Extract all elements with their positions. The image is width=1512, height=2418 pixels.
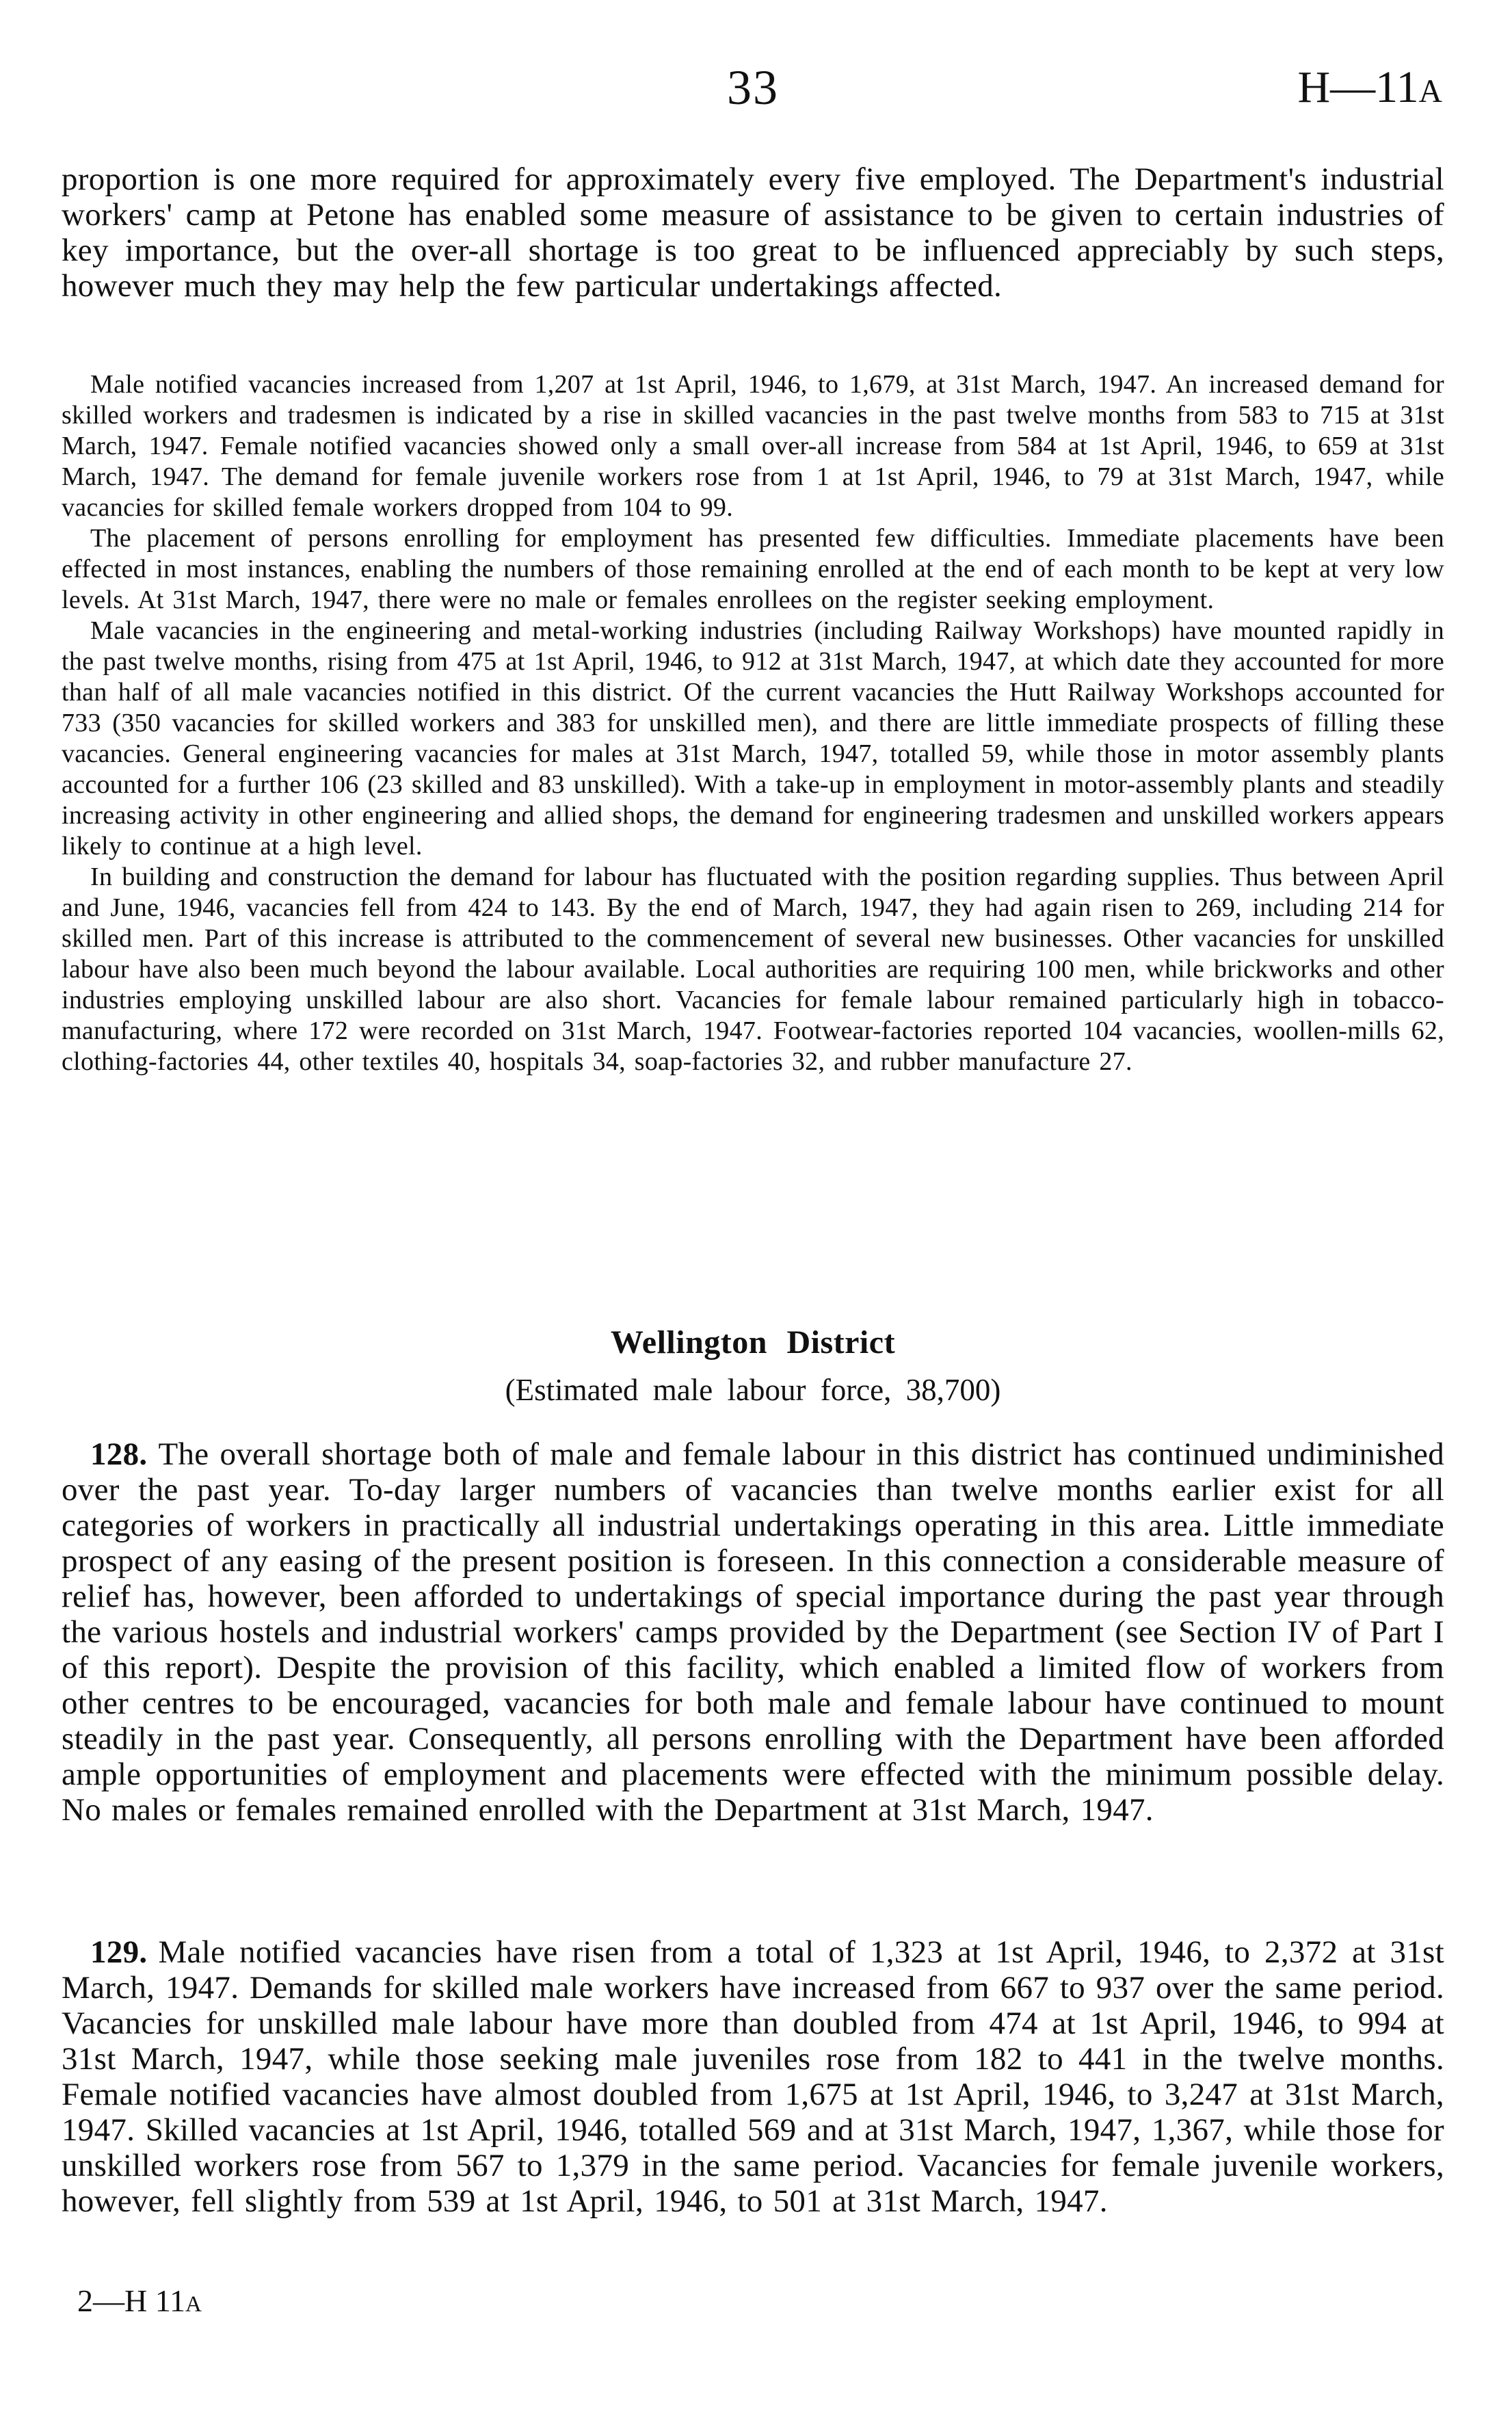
paragraph-text: Male notified vacancies have risen from a total of 1,323 at 1st April, 1946, to 2,372 at 31st March, 1947. Demands for skilled male workers have increased from 667 to 937 over the same period. Vacancies for unskilled male labour have more than doubled from 474 at 1st April, 1946, to 994 at 31st March, 1947, while those seeking male juveniles rose from 182 to 441 in the twelve months. Female notified vacancies have almost doubled from 1,675 at 1st April, 1946, to 3,247 at 31st March, 1947. Skilled vacancies at 1st April, 1946, totalled 569 and at 31st March, 1947, 1,367, while those for unskilled workers rose from 567 to 1,379 in the same period. Vacancies for female juvenile workers, however, fell slightly from 539 at 1st April, 1946, to 501 at 31st March, 1947. bbox=[62, 1934, 1444, 2219]
footer-reference-suffix: A bbox=[185, 2291, 202, 2317]
footer-reference-main: 2—H 11 bbox=[77, 2283, 186, 2318]
paragraph-number: 129. bbox=[90, 1934, 148, 1970]
detail-paragraph: The placement of persons enrolling for employment has presented few difficulties. Immediate placements have been effected in most instances, enabling the numbers of those remaining enrolled at the end of each month to be kept at very low levels. At 31st March, 1947, there were no male or females enrollees on the register seeking employment. bbox=[62, 524, 1444, 614]
document-reference bbox=[1297, 60, 1443, 119]
page-number: 33 bbox=[727, 60, 779, 115]
document-reference-suffix: A bbox=[1418, 74, 1443, 109]
paragraph-number: 128. bbox=[90, 1436, 148, 1472]
detail-paragraph: In building and construction the demand for labour has fluctuated with the position regarding supplies. Thus between April and June, 1946, vacancies fell from 424 to 143. By the end of March, 1947, they had again risen to 269, including 214 for skilled men. Part of this increase is attributed to the commencement of several new businesses. Other vacancies for unskilled labour have also been much beyond the labour available. Local authorities are requiring 100 men, while brickworks and other industries employing unskilled labour are also short. Vacancies for female labour remained particularly high in tobacco-manufacturing, where 172 were recorded on 31st March, 1947. Footwear-factories reported 104 vacancies, woollen-mills 62, clothing-factories 44, other textiles 40, hospitals 34, soap-factories 32, and rubber manufacture 27. bbox=[62, 863, 1444, 1076]
intro-block bbox=[62, 161, 1444, 304]
detail-paragraph: Male vacancies in the engineering and metal-working industries (including Railway Workshops) have mounted rapidly in the past twelve months, rising from 475 at 1st April, 1946, to 912 at 31st March, 1947, at which date they accounted for more than half of all male vacancies notified in this district. Of the current vacancies the Hutt Railway Workshops accounted for 733 (350 vacancies for skilled workers and 383 for unskilled men), and there are little immediate prospects of filling these vacancies. General engineering vacancies for males at 31st March, 1947, totalled 59, while those in motor assembly plants accounted for a further 106 (23 skilled and 83 unskilled). With a take-up in employment in motor-assembly plants and steadily increasing activity in other engineering and allied shops, the demand for engineering tradesmen and unskilled workers appears likely to continue at a high level. bbox=[62, 616, 1444, 860]
section-subtitle: (Estimated male labour force, 38,700) bbox=[505, 1373, 1001, 1407]
document-reference-main: H—11 bbox=[1297, 62, 1419, 112]
section-title: Wellington District bbox=[610, 1324, 896, 1361]
numbered-paragraph bbox=[62, 1934, 1444, 2219]
intro-paragraph: proportion is one more required for approximately every five employed. The Department's industrial workers' camp at Petone has enabled some measure of assistance to be given to certain industries of key importance, but the over-all shortage is too great to be influenced appreciably by such steps, however much they may help the few particular undertakings affected. bbox=[62, 161, 1444, 304]
numbered-paragraph-129 bbox=[62, 1934, 1444, 2219]
detail-paragraph: Male notified vacancies increased from 1,207 at 1st April, 1946, to 1,679, at 31st March, 1947. An increased demand for skilled workers and tradesmen is indicated by a rise in skilled vacancies in the past twelve months from 583 to 715 at 31st March, 1947. Female notified vacancies showed only a small over-all increase from 584 at 1st April, 1946, to 659 at 31st March, 1947. The demand for female juvenile workers rose from 1 at 1st April, 1946, to 79 at 31st March, 1947, while vacancies for skilled female workers dropped from 104 to 99. bbox=[62, 370, 1444, 522]
running-head bbox=[62, 60, 1444, 122]
paragraph-text: The overall shortage both of male and female labour in this district has continued undiminished over the past year. To-day larger numbers of vacancies than twelve months earlier exist for all categories of workers in practically all industrial undertakings operating in this area. Little immediate prospect of any easing of the present position is foreseen. In this connection a considerable measure of relief has, however, been afforded to undertakings of special importance during the past year through the various hostels and industrial workers' camps provided by the Department (see Section IV of Part I of this report). Despite the provision of this facility, which enabled a limited flow of workers from other centres to be encouraged, vacancies for both male and female labour have continued to mount steadily in the past year. Consequently, all persons enrolling with the Department have been afforded ample opportunities of employment and placements were effected with the minimum possible delay. No males or females remained enrolled with the Department at 31st March, 1947. bbox=[62, 1436, 1444, 1828]
details-block bbox=[62, 369, 1444, 1077]
footer-reference bbox=[77, 2283, 1460, 2322]
numbered-paragraph-128 bbox=[62, 1436, 1444, 1828]
numbered-paragraph bbox=[62, 1436, 1444, 1828]
